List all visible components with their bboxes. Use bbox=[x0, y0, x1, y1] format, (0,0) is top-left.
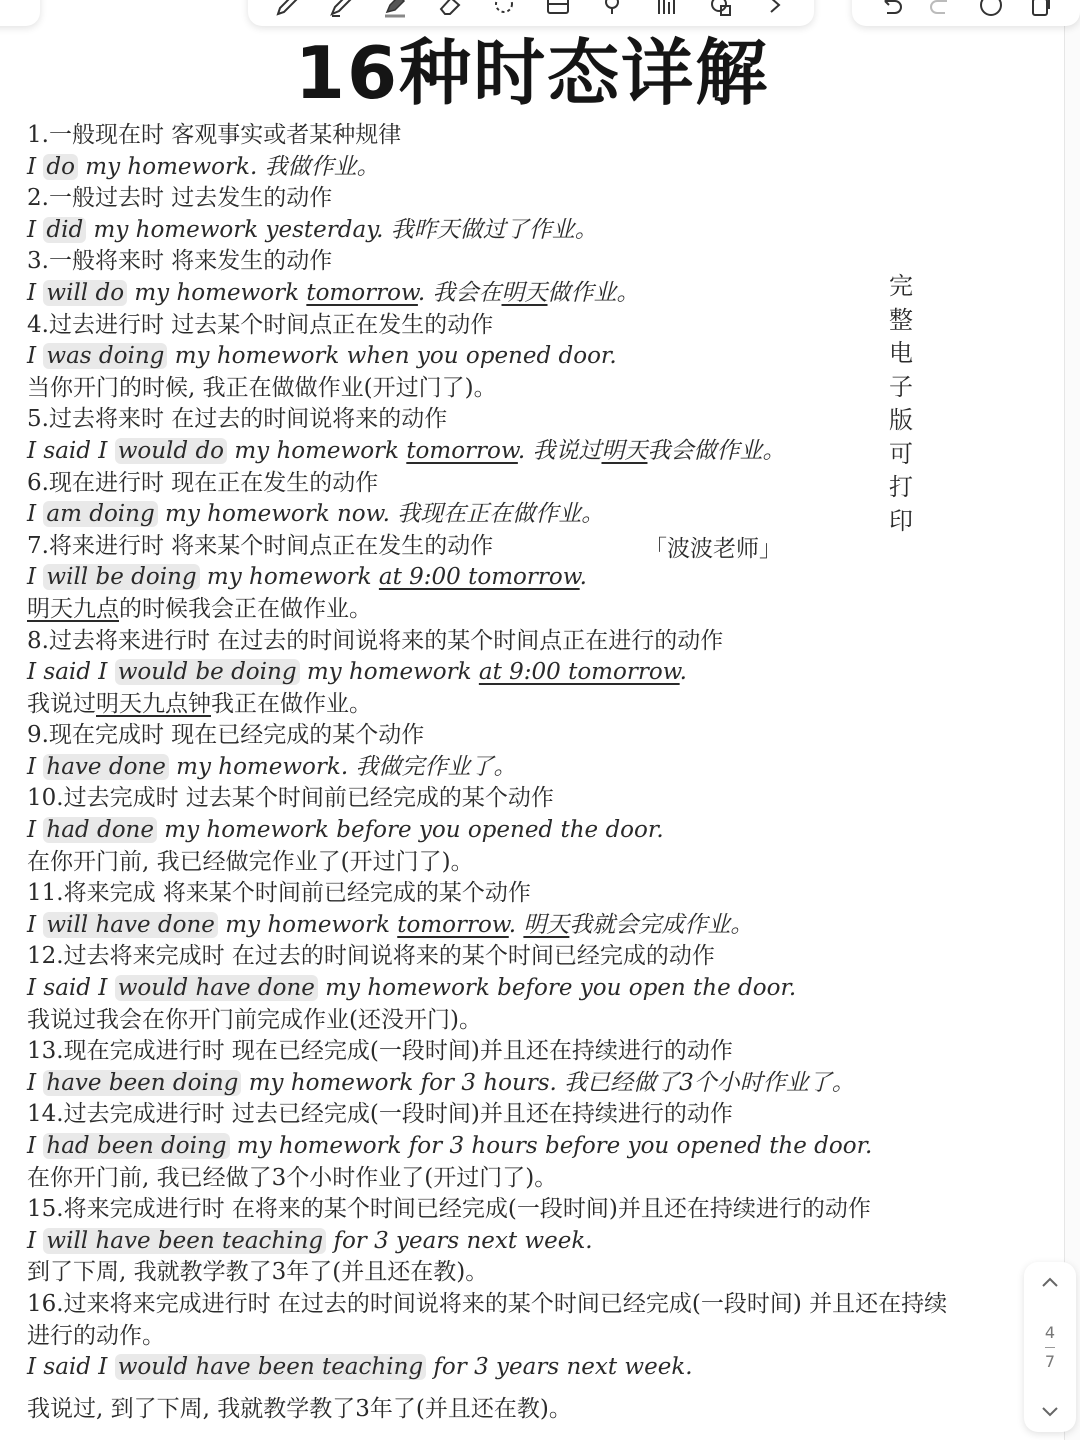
text-segment: 在你开门前, 我已经做了3个小时作业了(开过门了)。 bbox=[27, 1164, 558, 1191]
text-line bbox=[27, 847, 1027, 879]
text-segment: for 3 years next week. bbox=[426, 1354, 693, 1381]
text-line bbox=[27, 752, 1027, 784]
text-segment: I said I bbox=[27, 659, 115, 686]
text-line bbox=[27, 373, 1027, 405]
text-line bbox=[27, 657, 1027, 689]
text-line bbox=[27, 152, 1027, 184]
text-line bbox=[27, 941, 1027, 973]
text-segment: 进行的动作。 bbox=[27, 1322, 165, 1349]
undo-icon[interactable] bbox=[876, 0, 906, 19]
text-segment: 我就会完成作业。 bbox=[569, 911, 754, 938]
underlined-text: tomorrow bbox=[397, 911, 509, 938]
text-line bbox=[27, 1131, 1027, 1163]
text-line bbox=[27, 1099, 1027, 1131]
text-segment: I bbox=[27, 753, 44, 780]
text-line bbox=[27, 626, 1027, 658]
text-line bbox=[27, 468, 1027, 500]
text-segment: . 我说过 bbox=[517, 437, 602, 464]
text-segment: I bbox=[27, 817, 44, 844]
page-title: 16种时态详解 bbox=[294, 31, 770, 115]
text-segment: . bbox=[679, 659, 687, 686]
side-note-char: 版 bbox=[889, 406, 913, 434]
highlighted-verb: would have done bbox=[115, 975, 318, 1001]
underlined-text: tomorrow bbox=[406, 437, 518, 464]
side-note-char: 可 bbox=[889, 439, 913, 468]
highlighted-verb: will be doing bbox=[43, 564, 199, 590]
text-segment: 3.一般将来时 将来发生的动作 bbox=[27, 248, 333, 275]
marker-icon[interactable] bbox=[327, 0, 355, 18]
redo-icon[interactable] bbox=[926, 0, 956, 19]
page-down-icon[interactable] bbox=[1039, 1400, 1061, 1422]
pen-icon[interactable] bbox=[273, 0, 301, 18]
underlined-text: 明天 bbox=[501, 279, 548, 306]
text-segment: my homework now. 我现在正在做作业。 bbox=[157, 501, 605, 528]
text-line bbox=[27, 1257, 1027, 1289]
text-segment: 的时候我会正在做作业。 bbox=[119, 595, 372, 622]
side-note-char: 子 bbox=[889, 372, 913, 401]
text-line bbox=[27, 689, 1027, 721]
text-segment: my homework for 3 hours. 我已经做了3个小时作业了。 bbox=[241, 1069, 855, 1096]
text-line bbox=[27, 1036, 1027, 1068]
text-line bbox=[27, 1394, 1027, 1426]
text-segment: 做作业。 bbox=[547, 279, 640, 306]
side-note-char: 电 bbox=[889, 339, 913, 367]
underlined-text: 明天 bbox=[523, 911, 570, 938]
highlighted-verb: had done bbox=[43, 817, 157, 843]
text-segment: my homework bbox=[217, 911, 398, 938]
text-line bbox=[27, 531, 1027, 563]
text-segment: for 3 years next week. bbox=[326, 1227, 593, 1254]
highlighted-verb: have been doing bbox=[43, 1070, 241, 1096]
text-segment: 到了下周, 我就教学教了3年了(并且还在教)。 bbox=[27, 1259, 489, 1286]
tense-list bbox=[27, 120, 1027, 1425]
text-line bbox=[27, 183, 1027, 215]
text-segment: 16.过来将来完成进行时 在过去的时间说将来的某个时间已经完成(一段时间) 并且还在持续 bbox=[27, 1290, 948, 1317]
text-line bbox=[27, 215, 1027, 247]
highlighted-verb: have done bbox=[43, 754, 168, 780]
underlined-text: tomorrow bbox=[306, 279, 418, 306]
highlighted-verb: was doing bbox=[43, 343, 167, 369]
text-segment: my homework before you open the door. bbox=[317, 975, 797, 1002]
text-line bbox=[27, 720, 1027, 752]
highlighted-verb: will do bbox=[43, 280, 127, 306]
underlined-text: 明天九点钟 bbox=[96, 690, 211, 717]
image-icon[interactable] bbox=[544, 0, 572, 18]
text-segment: 我说过我会在你开门前完成作业(还没开门)。 bbox=[27, 1006, 482, 1033]
text-segment: . bbox=[579, 564, 587, 591]
highlighted-verb: would have been teaching bbox=[115, 1354, 426, 1380]
text-line bbox=[27, 1321, 1027, 1353]
total-pages: 7 bbox=[1044, 1351, 1056, 1371]
text-segment: 15.将来完成进行时 在将来的某个时间已经完成(一段时间)并且还在持续进行的动作 bbox=[27, 1196, 871, 1223]
highlighted-verb: am doing bbox=[43, 501, 157, 527]
drawing-toolbar bbox=[248, 0, 814, 26]
text-line bbox=[27, 1068, 1027, 1100]
text-line bbox=[27, 310, 1027, 342]
text-line bbox=[27, 783, 1027, 815]
text-segment: my homework for 3 hours before you opened the door. bbox=[229, 1133, 873, 1159]
text-segment: I bbox=[27, 153, 44, 180]
more-icon[interactable] bbox=[761, 0, 789, 18]
text-segment: 当你开门的时候, 我正在做做作业(开过门了)。 bbox=[27, 374, 497, 401]
text-line bbox=[27, 878, 1027, 910]
highlighted-verb: would be doing bbox=[115, 659, 300, 685]
text-segment: I bbox=[27, 279, 44, 306]
text-segment: 12.过去将来完成时 在过去的时间说将来的某个时间已经完成的动作 bbox=[27, 943, 715, 970]
page-navigator bbox=[1024, 1262, 1076, 1432]
text-segment: I said I bbox=[27, 1354, 115, 1381]
text-segment: I bbox=[27, 1227, 44, 1254]
text-segment: I bbox=[27, 1069, 44, 1096]
underlined-text: 明天 bbox=[601, 437, 648, 464]
text-segment: 我说过 bbox=[27, 690, 96, 717]
text-line bbox=[27, 1352, 1027, 1384]
highlighter-icon[interactable] bbox=[381, 0, 409, 18]
text-line bbox=[27, 910, 1027, 942]
underlined-text: 明天九点 bbox=[27, 595, 119, 622]
text-segment: my homework. 我做作业。 bbox=[77, 153, 380, 180]
eraser-icon[interactable] bbox=[436, 0, 464, 18]
text-segment: 我正在做作业。 bbox=[211, 690, 372, 717]
text-segment: I bbox=[27, 564, 44, 591]
text-segment: my homework yesterday. 我昨天做过了作业。 bbox=[86, 216, 598, 243]
text-segment: 5.过去将来时 在过去的时间说将来的动作 bbox=[27, 406, 448, 433]
text-segment: 8.过去将来进行时 在过去的时间说将来的某个时间点正在进行的动作 bbox=[27, 627, 724, 654]
highlighted-verb: do bbox=[43, 154, 78, 180]
text-line bbox=[27, 594, 1027, 626]
text-line bbox=[27, 120, 1027, 152]
text-line bbox=[27, 246, 1027, 278]
text-line bbox=[27, 562, 1027, 594]
text-segment: 9.现在完成时 现在已经完成的某个动作 bbox=[27, 722, 425, 749]
action-toolbar bbox=[852, 0, 1080, 26]
text-segment: 10.过去完成时 过去某个时间前已经完成的某个动作 bbox=[27, 785, 554, 812]
side-note-char: 整 bbox=[889, 305, 913, 334]
highlighted-verb: did bbox=[43, 217, 86, 243]
circle-icon[interactable] bbox=[976, 0, 1006, 19]
text-segment: 13.现在完成进行时 现在已经完成(一段时间)并且还在持续进行的动作 bbox=[27, 1038, 733, 1065]
text-segment: I said I bbox=[27, 975, 115, 1002]
text-segment: 4.过去进行时 过去某个时间点正在发生的动作 bbox=[27, 311, 494, 338]
text-segment: 11.将来完成 将来某个时间前已经完成的某个动作 bbox=[27, 880, 531, 907]
highlighted-verb: had been doing bbox=[43, 1133, 229, 1159]
text-segment: 6.现在进行时 现在正在发生的动作 bbox=[27, 469, 379, 496]
text-line bbox=[27, 436, 1027, 468]
text-line bbox=[27, 341, 1027, 373]
text-segment: . bbox=[508, 911, 524, 938]
text-segment: my homework bbox=[227, 437, 407, 464]
text-line bbox=[27, 278, 1027, 310]
text-segment: I said I bbox=[27, 437, 115, 464]
text-segment: 1.一般现在时 客观事实或者某种规律 bbox=[27, 122, 402, 148]
text-segment: 14.过去完成进行时 过去已经完成(一段时间)并且还在持续进行的动作 bbox=[27, 1101, 733, 1128]
side-note-char: 印 bbox=[889, 506, 913, 535]
text-segment: I bbox=[27, 501, 44, 528]
highlighted-verb: would do bbox=[115, 438, 227, 464]
text-line bbox=[27, 1226, 1027, 1258]
text-segment: 我会做作业。 bbox=[647, 437, 786, 464]
text-line bbox=[27, 815, 1027, 847]
side-note-char: 完 bbox=[889, 272, 913, 300]
microphone-icon[interactable] bbox=[598, 0, 626, 18]
text-segment: 7.将来进行时 将来某个时间点正在发生的动作 bbox=[27, 532, 494, 559]
text-line bbox=[27, 1194, 1027, 1226]
page-indicator bbox=[1045, 1323, 1055, 1372]
text-segment: my homework when you opened door. bbox=[167, 343, 617, 370]
text-segment: I bbox=[27, 1133, 44, 1159]
copy-icon[interactable] bbox=[1026, 0, 1056, 19]
text-segment: I bbox=[27, 343, 44, 370]
back-tab[interactable] bbox=[0, 0, 40, 26]
highlighted-verb: will have done bbox=[43, 912, 218, 938]
text-segment: . 我会在 bbox=[417, 279, 502, 306]
ruler-icon[interactable] bbox=[652, 0, 680, 18]
underlined-text: at 9:00 tomorrow bbox=[378, 564, 580, 591]
shape-icon[interactable] bbox=[707, 0, 735, 18]
text-line bbox=[27, 404, 1027, 436]
text-segment: my homework before you opened the door. bbox=[156, 817, 664, 844]
text-line bbox=[27, 499, 1027, 531]
text-segment: 2.一般过去时 过去发生的动作 bbox=[27, 185, 333, 212]
side-note-char: 打 bbox=[889, 473, 913, 501]
text-segment: 我说过, 到了下周, 我就教学教了3年了(并且还在教)。 bbox=[27, 1395, 572, 1422]
text-segment: my homework bbox=[127, 279, 307, 306]
text-line bbox=[27, 973, 1027, 1005]
text-segment: I bbox=[27, 911, 44, 938]
page-separator bbox=[1045, 1347, 1055, 1348]
highlighted-verb: will have been teaching bbox=[43, 1228, 326, 1254]
side-note bbox=[884, 270, 918, 538]
text-segment: I bbox=[27, 216, 44, 243]
current-page: 4 bbox=[1044, 1322, 1056, 1342]
text-segment: 在你开门前, 我已经做完作业了(开过门了)。 bbox=[27, 848, 474, 875]
author-tag: 「波波老师」 bbox=[644, 536, 782, 562]
text-segment: my homework bbox=[199, 564, 379, 591]
text-segment: my homework bbox=[299, 659, 479, 686]
page-up-icon[interactable] bbox=[1039, 1272, 1061, 1294]
underlined-text: at 9:00 tomorrow bbox=[478, 659, 680, 686]
text-segment: my homework. 我做完作业了。 bbox=[168, 753, 517, 780]
lasso-icon[interactable] bbox=[490, 0, 518, 18]
text-line bbox=[27, 1163, 1027, 1195]
text-line bbox=[27, 1289, 1027, 1321]
text-line bbox=[27, 1005, 1027, 1037]
